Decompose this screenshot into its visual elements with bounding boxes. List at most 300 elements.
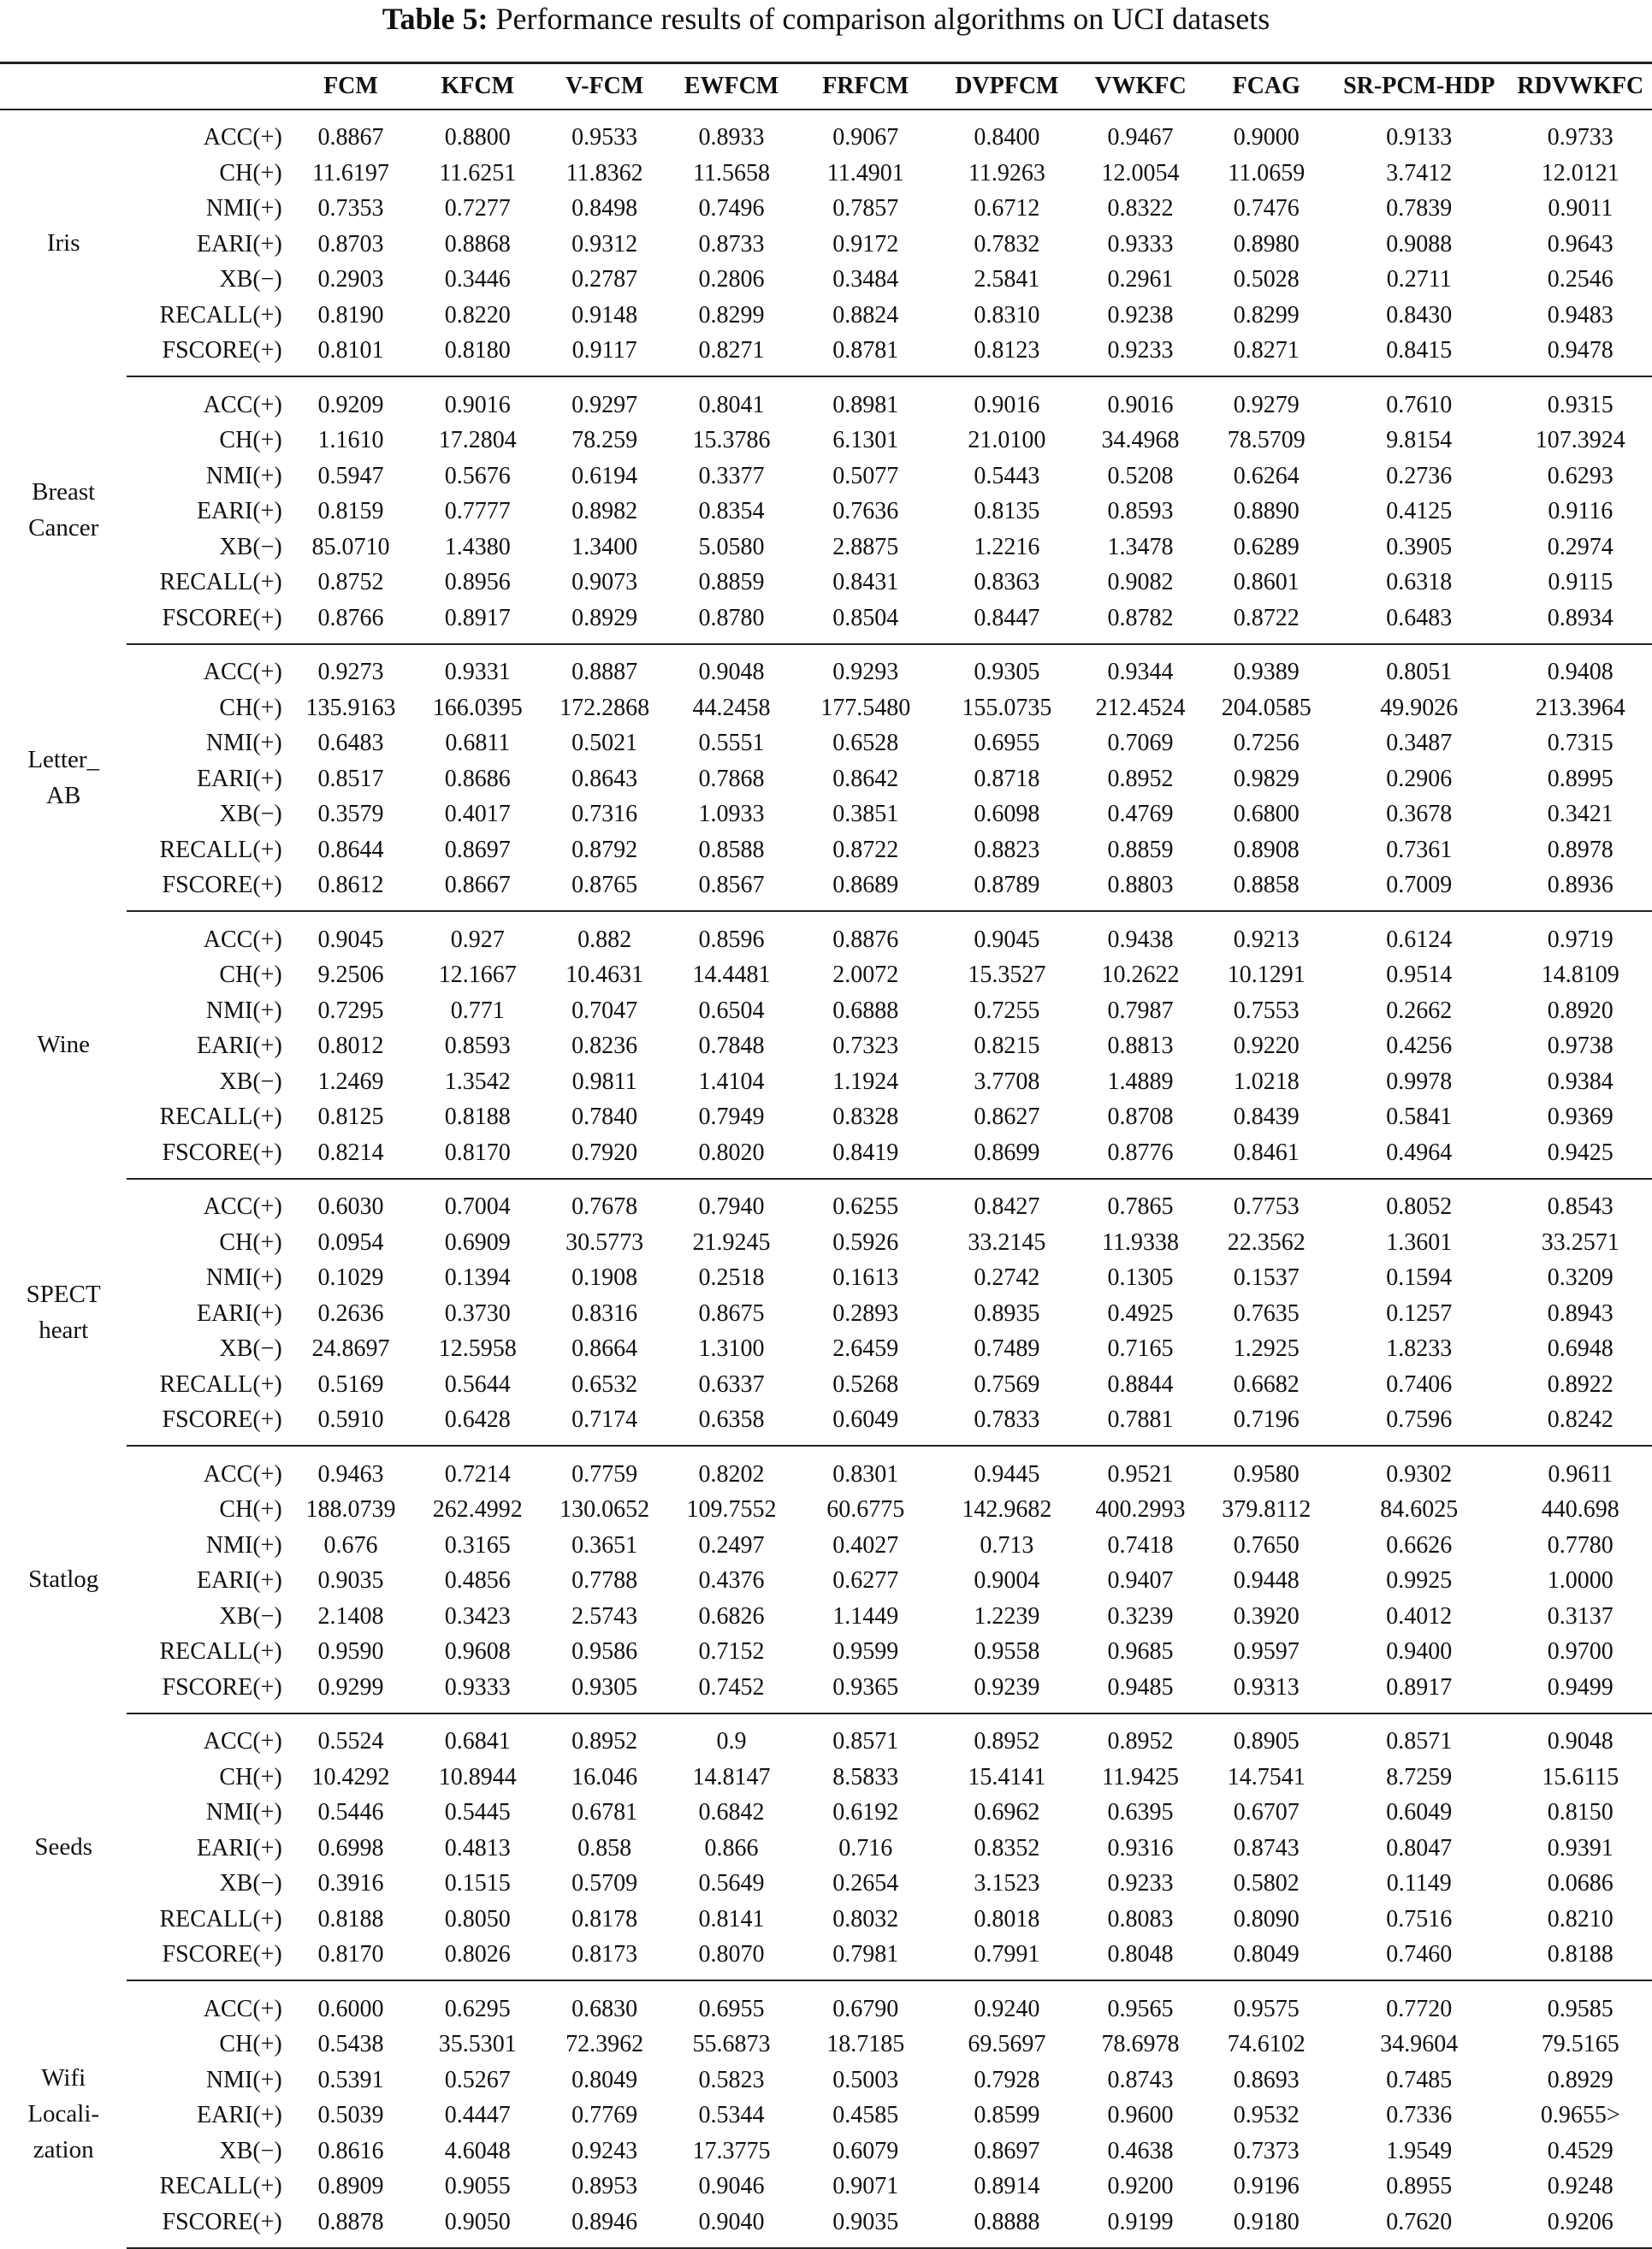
header-dataset-cell <box>0 63 127 109</box>
value-cell: 10.4292 <box>311 1763 390 1790</box>
value-cell: 0.6909 <box>444 1228 511 1256</box>
value-cell: 0.1515 <box>444 1870 511 1897</box>
value-cell: 14.8109 <box>1541 962 1619 989</box>
value-cell: 0.9297 <box>571 391 638 418</box>
value-cell: 0.8887 <box>571 659 638 686</box>
value-cell: 0.9316 <box>1107 1834 1174 1861</box>
value-cell: 0.8170 <box>287 1938 414 1981</box>
table-row <box>0 1332 1652 1368</box>
value-cell: 0.0954 <box>317 1228 384 1256</box>
metric-label-cell: EARI(+) <box>197 1834 282 1861</box>
value-cell: 0.9608 <box>444 1638 511 1666</box>
table-row <box>0 1493 1652 1529</box>
value-cell: 0.1537 <box>1233 1264 1300 1292</box>
value-cell: 0.7174 <box>541 1403 667 1447</box>
metric-label-cell: RECALL(+) <box>159 2173 282 2200</box>
value-cell: 1.1610 <box>317 427 384 454</box>
column-header: RDVWKFC <box>1509 63 1652 109</box>
value-cell: 0.2974 <box>1547 533 1614 560</box>
value-cell: 166.0395 <box>432 694 523 721</box>
value-cell: 0.3377 <box>698 462 765 489</box>
column-header: VWKFC <box>1077 63 1203 109</box>
value-cell: 0.927 <box>450 926 505 953</box>
value-cell: 0.8792 <box>571 836 638 863</box>
table-row <box>0 2063 1652 2098</box>
value-cell: 0.9243 <box>571 2137 638 2164</box>
value-cell: 0.7255 <box>974 997 1040 1024</box>
value-cell: 0.7991 <box>936 1938 1077 1981</box>
value-cell: 0.9148 <box>571 301 638 328</box>
value-cell: 0.7361 <box>1386 836 1453 863</box>
metric-label-cell: NMI(+) <box>205 1531 282 1559</box>
value-cell: 0.8322 <box>1107 195 1174 222</box>
table-row <box>0 1980 1652 2027</box>
value-cell: 3.1523 <box>974 1870 1040 1897</box>
value-cell: 0.6030 <box>317 1193 384 1221</box>
value-cell: 0.5391 <box>317 2066 384 2093</box>
value-cell: 1.0933 <box>698 801 765 828</box>
value-cell: 0.6682 <box>1233 1370 1300 1398</box>
value-cell: 0.4012 <box>1386 1602 1453 1630</box>
value-cell: 0.8188 <box>317 1905 384 1932</box>
value-cell: 0.9116 <box>1548 498 1614 525</box>
dataset-name-line: heart <box>38 1316 89 1344</box>
value-cell: 0.8859 <box>1107 836 1174 863</box>
value-cell: 379.8112 <box>1222 1496 1312 1524</box>
value-cell: 0.8301 <box>832 1460 899 1488</box>
value-cell: 262.4992 <box>432 1496 523 1524</box>
value-cell: 0.9331 <box>444 659 511 686</box>
value-cell: 0.9209 <box>317 391 384 418</box>
value-cell: 0.2903 <box>317 266 384 293</box>
value-cell: 0.7496 <box>698 195 765 222</box>
value-cell: 12.0054 <box>1101 159 1180 186</box>
value-cell: 0.3920 <box>1233 1602 1300 1630</box>
value-cell: 10.8944 <box>438 1763 517 1790</box>
table-row <box>0 1528 1652 1564</box>
value-cell: 0.8202 <box>698 1460 765 1488</box>
value-cell: 0.5169 <box>317 1370 384 1398</box>
caption-text: Performance results of comparison algorithms on UCI datasets <box>495 2 1270 36</box>
value-cell: 0.9719 <box>1547 926 1614 953</box>
value-cell: 0.858 <box>577 1834 632 1861</box>
value-cell: 0.4125 <box>1386 498 1453 525</box>
value-cell: 34.4968 <box>1101 427 1180 454</box>
metric-label-cell: ACC(+) <box>203 926 282 953</box>
metric-label-cell: ACC(+) <box>203 1460 282 1488</box>
table-row <box>0 109 1652 157</box>
table-row <box>0 1100 1652 1136</box>
value-cell: 60.6775 <box>826 1496 905 1524</box>
value-cell: 0.8890 <box>1233 498 1300 525</box>
value-cell: 0.7460 <box>1329 1938 1509 1981</box>
value-cell: 0.1594 <box>1386 1264 1453 1292</box>
value-cell: 0.8667 <box>414 868 541 912</box>
metric-label-cell: EARI(+) <box>197 1299 282 1327</box>
value-cell: 0.6962 <box>974 1799 1040 1826</box>
table-row <box>0 2134 1652 2169</box>
value-cell: 0.8689 <box>795 868 936 912</box>
metric-label-cell: XB(−) <box>219 1068 282 1095</box>
value-cell: 0.8752 <box>317 569 384 596</box>
value-cell: 0.8858 <box>1204 868 1329 912</box>
value-cell: 0.6428 <box>414 1403 541 1447</box>
value-cell: 0.7353 <box>317 195 384 222</box>
value-cell: 0.9 <box>716 1728 747 1755</box>
value-cell: 0.8352 <box>974 1834 1040 1861</box>
metric-label-cell: FSCORE(+) <box>127 2205 287 2248</box>
value-cell: 0.5003 <box>832 2066 899 2093</box>
value-cell: 0.9199 <box>1077 2205 1203 2248</box>
metric-label-cell: FSCORE(+) <box>127 1670 287 1713</box>
value-cell: 0.7780 <box>1547 1531 1614 1559</box>
value-cell: 0.8766 <box>287 601 414 644</box>
value-cell: 78.259 <box>571 427 638 454</box>
metric-label-cell: FSCORE(+) <box>127 601 287 644</box>
value-cell: 0.1613 <box>832 1264 899 1292</box>
value-cell: 0.2546 <box>1547 266 1614 293</box>
metric-label-cell: NMI(+) <box>205 462 282 489</box>
value-cell: 24.8697 <box>311 1335 390 1363</box>
value-cell: 0.8905 <box>1233 1728 1300 1755</box>
value-cell: 0.5524 <box>317 1728 384 1755</box>
value-cell: 22.3562 <box>1227 1228 1306 1256</box>
table-row <box>0 1831 1652 1867</box>
metric-label-cell: CH(+) <box>219 1763 282 1790</box>
value-cell: 0.5344 <box>698 2102 765 2129</box>
value-cell: 0.6826 <box>698 1602 765 1630</box>
value-cell: 0.7485 <box>1386 2066 1453 2093</box>
header-metric-cell <box>127 63 287 109</box>
value-cell: 0.7636 <box>832 498 899 525</box>
value-cell: 1.0000 <box>1547 1567 1614 1595</box>
value-cell: 0.7553 <box>1233 997 1300 1024</box>
value-cell: 0.8210 <box>1547 1905 1614 1932</box>
value-cell: 0.1305 <box>1107 1264 1174 1292</box>
value-cell: 0.9400 <box>1386 1638 1453 1666</box>
value-cell: 0.8909 <box>317 2173 384 2200</box>
value-cell: 0.9172 <box>832 230 899 257</box>
value-cell: 0.8123 <box>936 334 1077 377</box>
value-cell: 0.8328 <box>832 1104 899 1131</box>
value-cell: 0.8447 <box>936 601 1077 644</box>
value-cell: 0.9213 <box>1233 926 1300 953</box>
value-cell: 0.6124 <box>1386 926 1453 953</box>
value-cell: 0.6528 <box>832 730 899 757</box>
value-cell: 0.2654 <box>832 1870 899 1897</box>
dataset-name-line: Wifi <box>41 2064 86 2092</box>
value-cell: 0.7777 <box>444 498 511 525</box>
value-cell: 0.7516 <box>1386 1905 1453 1932</box>
metric-label-cell: RECALL(+) <box>159 1104 282 1131</box>
value-cell: 0.8049 <box>571 2066 638 2093</box>
value-cell: 0.9088 <box>1386 230 1453 257</box>
table-row <box>0 1135 1652 1179</box>
value-cell: 11.6251 <box>439 159 517 186</box>
value-cell: 0.7865 <box>1107 1193 1174 1221</box>
value-cell: 0.9685 <box>1107 1638 1174 1666</box>
value-cell: 34.9604 <box>1380 2031 1459 2058</box>
results-table <box>0 62 1652 2249</box>
value-cell: 0.8571 <box>832 1728 899 1755</box>
value-cell: 1.3601 <box>1386 1228 1453 1256</box>
value-cell: 0.8703 <box>317 230 384 257</box>
value-cell: 0.9407 <box>1107 1567 1174 1595</box>
value-cell: 155.0735 <box>962 694 1052 721</box>
value-cell: 1.2216 <box>974 533 1040 560</box>
value-cell: 1.1924 <box>832 1068 899 1095</box>
value-cell: 0.9055 <box>444 2173 511 2200</box>
value-cell: 17.2804 <box>438 427 517 454</box>
value-cell: 0.8047 <box>1386 1834 1453 1861</box>
value-cell: 0.3446 <box>444 266 511 293</box>
value-cell: 0.9333 <box>414 1670 541 1713</box>
metric-label-cell: CH(+) <box>219 2031 282 2058</box>
value-cell: 0.9514 <box>1386 962 1453 989</box>
value-cell: 0.5841 <box>1386 1104 1453 1131</box>
dataset-name-line: Locali- <box>27 2100 100 2128</box>
table-row <box>0 2169 1652 2205</box>
value-cell: 0.8644 <box>317 836 384 863</box>
value-cell: 0.9700 <box>1547 1638 1614 1666</box>
value-cell: 0.3421 <box>1547 801 1614 828</box>
metric-label-cell: RECALL(+) <box>159 836 282 863</box>
value-cell: 0.6318 <box>1386 569 1453 596</box>
value-cell: 14.8147 <box>692 1763 771 1790</box>
value-cell: 0.5021 <box>571 730 638 757</box>
metric-label-cell: EARI(+) <box>197 498 282 525</box>
value-cell: 30.5773 <box>565 1228 644 1256</box>
value-cell: 0.9391 <box>1547 1834 1614 1861</box>
value-cell: 0.8596 <box>698 926 765 953</box>
value-cell: 0.6255 <box>832 1193 899 1221</box>
value-cell: 0.7620 <box>1329 2205 1509 2248</box>
value-cell: 0.4027 <box>832 1531 899 1559</box>
value-cell: 0.5446 <box>317 1799 384 1826</box>
table-row <box>0 1064 1652 1100</box>
dataset-name-line: Cancer <box>28 514 99 542</box>
value-cell: 11.6197 <box>311 159 389 186</box>
value-cell: 0.2518 <box>698 1264 765 1292</box>
value-cell: 0.8159 <box>317 498 384 525</box>
value-cell: 1.3100 <box>698 1335 765 1363</box>
value-cell: 0.8616 <box>317 2137 384 2164</box>
value-cell: 0.8995 <box>1547 765 1614 792</box>
value-cell: 1.3478 <box>1107 533 1174 560</box>
value-cell: 0.6504 <box>698 997 765 1024</box>
value-cell: 0.6955 <box>698 1995 765 2022</box>
value-cell: 0.8141 <box>698 1905 765 1932</box>
value-cell: 0.9035 <box>317 1567 384 1595</box>
table-row <box>0 156 1652 192</box>
table-row <box>0 1261 1652 1297</box>
value-cell: 0.8929 <box>1547 2066 1614 2093</box>
table-body <box>0 109 1652 2248</box>
value-cell: 0.8922 <box>1547 1370 1614 1398</box>
table-row <box>0 1760 1652 1796</box>
value-cell: 0.9532 <box>1233 2102 1300 2129</box>
value-cell: 2.0072 <box>832 962 899 989</box>
value-cell: 0.8090 <box>1233 1905 1300 1932</box>
dataset-name-cell <box>0 1179 127 1447</box>
value-cell: 0.8844 <box>1107 1370 1174 1398</box>
value-cell: 0.8048 <box>1077 1938 1203 1981</box>
column-header: FRFCM <box>795 63 936 109</box>
value-cell: 0.9408 <box>1547 659 1614 686</box>
column-header: V-FCM <box>541 63 667 109</box>
value-cell: 0.6289 <box>1233 533 1300 560</box>
value-cell: 1.8233 <box>1386 1335 1453 1363</box>
value-cell: 4.6048 <box>444 2137 511 2164</box>
value-cell: 0.7610 <box>1386 391 1453 418</box>
value-cell: 0.8354 <box>698 498 765 525</box>
value-cell: 0.9565 <box>1107 1995 1174 2022</box>
value-cell: 0.7987 <box>1107 997 1174 1024</box>
metric-label-cell: CH(+) <box>219 1496 282 1524</box>
value-cell: 0.8051 <box>1386 659 1453 686</box>
value-cell: 0.6707 <box>1233 1799 1300 1826</box>
value-cell: 12.0121 <box>1541 159 1619 186</box>
value-cell: 1.4104 <box>698 1068 765 1095</box>
value-cell: 0.3651 <box>571 1531 638 1559</box>
value-cell: 0.3916 <box>317 1870 384 1897</box>
metric-label-cell: ACC(+) <box>203 391 282 418</box>
value-cell: 0.6049 <box>795 1403 936 1447</box>
value-cell: 0.8190 <box>317 301 384 328</box>
value-cell: 0.7928 <box>974 2066 1040 2093</box>
value-cell: 0.7788 <box>571 1567 638 1595</box>
table-row <box>0 263 1652 299</box>
value-cell: 0.8824 <box>832 301 899 328</box>
value-cell: 0.8299 <box>1233 301 1300 328</box>
value-cell: 0.8743 <box>1107 2066 1174 2093</box>
value-cell: 0.9239 <box>936 1670 1077 1713</box>
value-cell: 0.9240 <box>974 1995 1040 2022</box>
value-cell: 0.7295 <box>317 997 384 1024</box>
value-cell: 0.4964 <box>1329 1135 1509 1179</box>
table-row <box>0 494 1652 530</box>
value-cell: 0.8908 <box>1233 836 1300 863</box>
table-row <box>0 2027 1652 2063</box>
dataset-name-line: Seeds <box>34 1832 93 1861</box>
metric-label-cell: ACC(+) <box>203 659 282 686</box>
value-cell: 0.9046 <box>698 2173 765 2200</box>
value-cell: 1.0218 <box>1233 1068 1300 1095</box>
value-cell: 0.5267 <box>444 2066 511 2093</box>
value-cell: 0.9611 <box>1548 1460 1614 1488</box>
table-row <box>0 1713 1652 1761</box>
metric-label-cell: FSCORE(+) <box>127 1403 287 1447</box>
value-cell: 0.713 <box>980 1531 1034 1559</box>
value-cell: 0.7069 <box>1107 730 1174 757</box>
value-cell: 0.7839 <box>1386 195 1453 222</box>
value-cell: 84.6025 <box>1380 1496 1459 1524</box>
value-cell: 0.7277 <box>444 195 511 222</box>
value-cell: 0.8214 <box>287 1135 414 1179</box>
value-cell: 0.6483 <box>1329 601 1509 644</box>
value-cell: 0.8299 <box>698 301 765 328</box>
value-cell: 0.9438 <box>1107 926 1174 953</box>
value-cell: 44.2458 <box>692 694 771 721</box>
value-cell: 0.7940 <box>698 1193 765 1221</box>
value-cell: 0.8868 <box>444 230 511 257</box>
value-cell: 49.9026 <box>1380 694 1459 721</box>
column-header: SR-PCM-HDP <box>1329 63 1509 109</box>
value-cell: 0.3484 <box>832 266 899 293</box>
value-cell: 0.7848 <box>698 1033 765 1060</box>
table-row <box>0 993 1652 1029</box>
value-cell: 0.8953 <box>571 2173 638 2200</box>
table-row <box>0 1179 1652 1226</box>
value-cell: 0.6811 <box>445 730 511 757</box>
table-row <box>0 601 1652 644</box>
value-cell: 0.9045 <box>974 926 1040 953</box>
value-cell: 0.7047 <box>571 997 638 1024</box>
table-row <box>0 376 1652 423</box>
metric-label-cell: EARI(+) <box>197 1033 282 1060</box>
value-cell: 9.8154 <box>1386 427 1453 454</box>
value-cell: 0.8049 <box>1204 1938 1329 1981</box>
value-cell: 74.6102 <box>1227 2031 1306 2058</box>
value-cell: 8.7259 <box>1386 1763 1453 1790</box>
value-cell: 0.8867 <box>317 124 384 151</box>
value-cell: 0.5551 <box>698 730 765 757</box>
value-cell: 0.2662 <box>1386 997 1453 1024</box>
value-cell: 0.5438 <box>317 2031 384 2058</box>
table-row <box>0 530 1652 565</box>
value-cell: 0.9048 <box>1547 1728 1614 1755</box>
value-cell: 0.8599 <box>974 2102 1040 2129</box>
value-cell: 0.9273 <box>317 659 384 686</box>
value-cell: 0.9365 <box>795 1670 936 1713</box>
dataset-name-line: Breast <box>32 478 96 506</box>
table-row <box>0 1938 1652 1981</box>
value-cell: 0.6955 <box>974 730 1040 757</box>
value-cell: 0.5077 <box>832 462 899 489</box>
value-cell: 440.698 <box>1541 1496 1619 1524</box>
value-cell: 12.5958 <box>438 1335 517 1363</box>
value-cell: 0.9733 <box>1547 124 1614 151</box>
table-row <box>0 1796 1652 1832</box>
value-cell: 0.8427 <box>974 1193 1040 1221</box>
table-row <box>0 868 1652 912</box>
value-cell: 0.5208 <box>1107 462 1174 489</box>
metric-label-cell: FSCORE(+) <box>127 1135 287 1179</box>
table-row <box>0 1867 1652 1903</box>
value-cell: 0.2806 <box>698 266 765 293</box>
value-cell: 0.8593 <box>444 1033 511 1060</box>
metric-label-cell: ACC(+) <box>203 1193 282 1221</box>
value-cell: 0.8504 <box>795 601 936 644</box>
value-cell: 0.8952 <box>1107 765 1174 792</box>
value-cell: 0.4017 <box>444 801 511 828</box>
value-cell: 0.8220 <box>444 301 511 328</box>
metric-label-cell: CH(+) <box>219 694 282 721</box>
value-cell: 0.8012 <box>317 1033 384 1060</box>
value-cell: 16.046 <box>571 1763 638 1790</box>
value-cell: 0.8782 <box>1077 601 1203 644</box>
value-cell: 0.9004 <box>974 1567 1040 1595</box>
value-cell: 0.4856 <box>444 1567 511 1595</box>
value-cell: 0.6192 <box>832 1799 899 1826</box>
value-cell: 0.8789 <box>936 868 1077 912</box>
value-cell: 0.7489 <box>974 1335 1040 1363</box>
value-cell: 0.8018 <box>974 1905 1040 1932</box>
value-cell: 0.8952 <box>571 1728 638 1755</box>
value-cell: 0.8173 <box>541 1938 667 1981</box>
value-cell: 0.3165 <box>444 1531 511 1559</box>
value-cell: 0.7256 <box>1233 730 1300 757</box>
